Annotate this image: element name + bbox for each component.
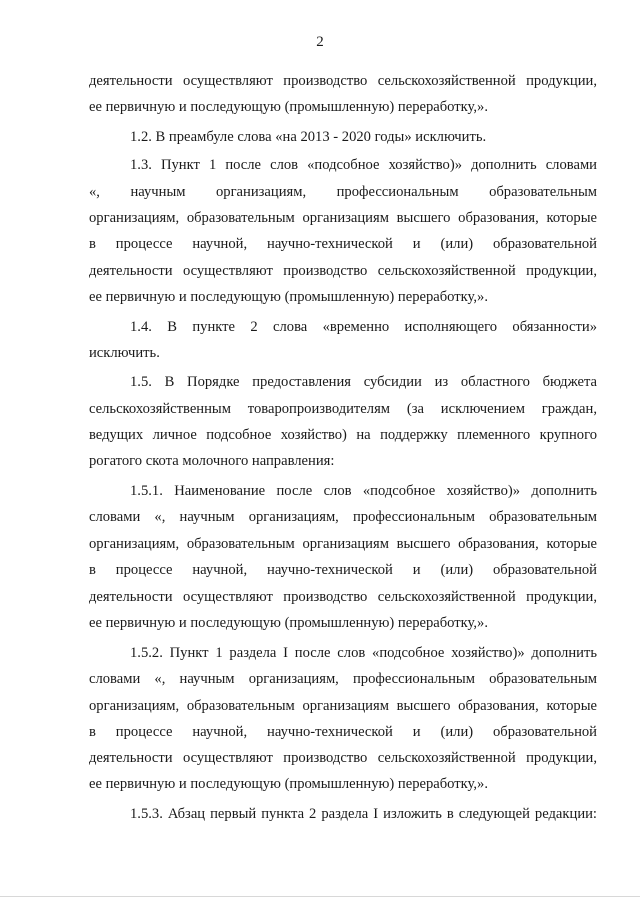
text-line: в процессе научной, научно-технической и (или) образовательной [89, 562, 597, 578]
text-line: 1.4. В пункте 2 слова «временно исполняющего обязанности» [130, 319, 597, 335]
text-line: 1.2. В преамбуле слова «на 2013 - 2020 годы» исключить. [130, 129, 487, 145]
text-line: «, научным организациям, профессиональным образовательным [89, 184, 597, 200]
text-line: словами «, научным организациям, профессиональным образовательным [89, 671, 597, 687]
text-line: деятельности осуществляют производство сельскохозяйственной продукции, [89, 750, 597, 766]
text-line: сельскохозяйственным товаропроизводителям (за исключением граждан, [89, 401, 597, 417]
text-line: ее первичную и последующую (промышленную) переработку,». [89, 99, 488, 115]
text-line: словами «, научным организациям, профессиональным образовательным [89, 509, 597, 525]
text-line: организациям, образовательным организациям высшего образования, которые [89, 210, 597, 226]
text-line: деятельности осуществляют производство сельскохозяйственной продукции, [89, 263, 597, 279]
text-line: рогатого скота молочного направления: [89, 453, 335, 469]
text-line: 1.5.3. Абзац первый пункта 2 раздела I изложить в следующей редакции: [130, 806, 597, 822]
text-line: 1.5.2. Пункт 1 раздела I после слов «подсобное хозяйство)» дополнить [130, 645, 597, 661]
text-line: ведущих личное подсобное хозяйство) на поддержку племенного крупного [89, 427, 597, 443]
text-line: 1.3. Пункт 1 после слов «подсобное хозяйство)» дополнить словами [130, 157, 597, 173]
text-line: в процессе научной, научно-технической и (или) образовательной [89, 236, 597, 252]
text-line: ее первичную и последующую (промышленную) переработку,». [89, 776, 488, 792]
text-line: исключить. [89, 345, 160, 361]
page-bottom-edge [0, 896, 640, 897]
text-line: ее первичную и последующую (промышленную) переработку,». [89, 615, 488, 631]
text-line: деятельности осуществляют производство сельскохозяйственной продукции, [89, 73, 597, 89]
text-line: 1.5. В Порядке предоставления субсидии из областного бюджета [130, 374, 597, 390]
text-line: 1.5.1. Наименование после слов «подсобное хозяйство)» дополнить [130, 483, 597, 499]
text-line: в процессе научной, научно-технической и (или) образовательной [89, 724, 597, 740]
text-line: организациям, образовательным организациям высшего образования, которые [89, 536, 597, 552]
text-line: деятельности осуществляют производство сельскохозяйственной продукции, [89, 589, 597, 605]
text-line: ее первичную и последующую (промышленную) переработку,». [89, 289, 488, 305]
page-number: 2 [316, 34, 324, 50]
text-line: организациям, образовательным организациям высшего образования, которые [89, 698, 597, 714]
